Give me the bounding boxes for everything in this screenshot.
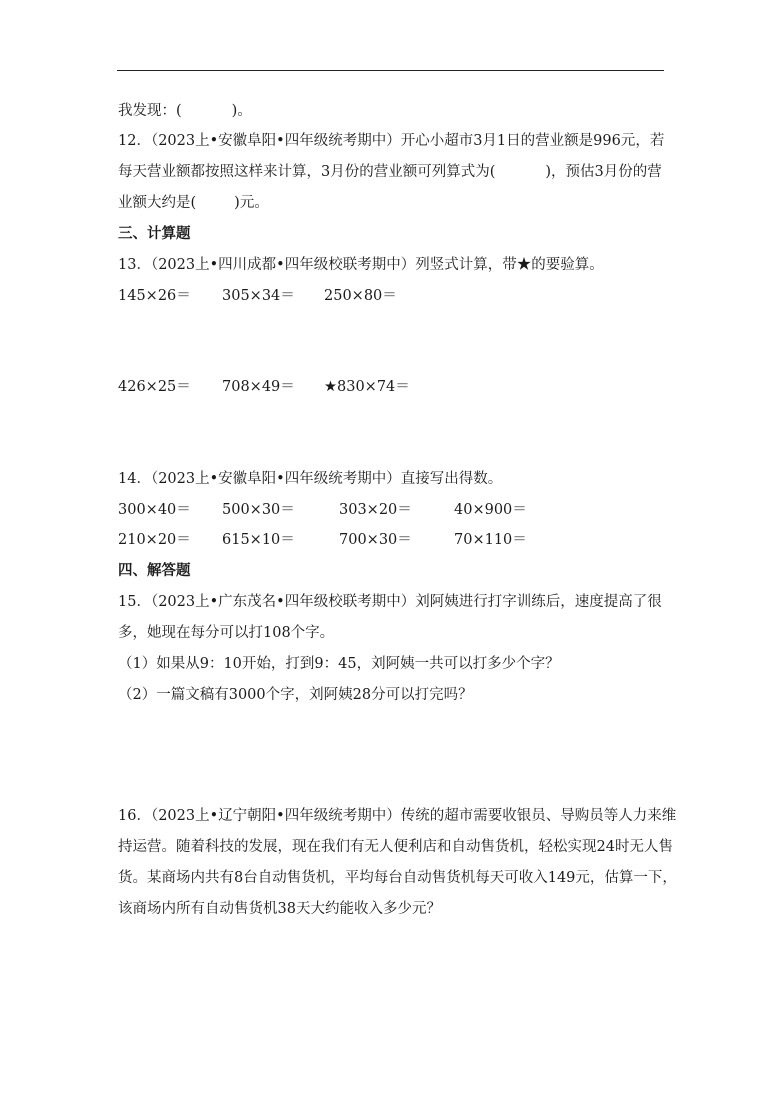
q14-item: 70×110＝ <box>454 532 527 548</box>
q14-stem: 14．（2023上•安徽阜阳•四年级统考期中）直接写出得数。 <box>118 471 503 487</box>
q14-item: 300×40＝ <box>118 502 191 518</box>
q11-answer-line <box>118 101 252 121</box>
q14-item: 615×10＝ <box>222 532 295 548</box>
q16-line2: 持运营。随着科技的发展，现在我们有无人便利店和自动售货机，轻松实现24时无人售 <box>118 839 673 855</box>
q13-item: 145×26＝ <box>118 288 191 304</box>
q14-item: 40×900＝ <box>454 502 527 518</box>
q16-line3: 货。某商场内共有8台自动售货机，平均每台自动售货机每天可收入149元，估算一下， <box>118 870 677 886</box>
q13-item-starred: ★830×74＝ <box>324 379 410 395</box>
q15-sub2: （2）一篇文稿有3000个字，刘阿姨28分可以打完吗？ <box>118 687 473 703</box>
q11-text-a: 我发现：( <box>118 103 182 119</box>
q13-stem: 13．（2023上•四川成都•四年级校联考期中）列竖式计算，带★的要验算。 <box>118 257 604 273</box>
q11-text-b: )。 <box>231 103 252 119</box>
q12-text-c: 业额大约是( <box>118 195 197 211</box>
q12-line3 <box>118 193 269 213</box>
section-4-title: 四、解答题 <box>118 562 191 579</box>
q13-item: 305×34＝ <box>222 288 295 304</box>
q13-item: 250×80＝ <box>324 288 397 304</box>
q12-text-b: )，预估3月份的营 <box>545 164 662 180</box>
q16-line1: 16．（2023上•辽宁朝阳•四年级统考期中）传统的超市需要收银员、导购员等人力来维 <box>118 808 677 824</box>
q12-text-d: )元。 <box>234 195 269 211</box>
q12-line1: 12．（2023上•安徽阜阳•四年级统考期中）开心小超市3月1日的营业额是996元，若 <box>118 133 665 149</box>
q16-line4: 该商场内所有自动售货机38天大约能收入多少元？ <box>118 901 441 917</box>
q15-line2: 多，她现在每分可以打108个字。 <box>118 625 335 641</box>
q12-line2 <box>118 162 662 182</box>
q13-item: 426×25＝ <box>118 379 191 395</box>
header-rule <box>117 70 664 71</box>
q14-item: 500×30＝ <box>222 502 295 518</box>
q15-line1: 15．（2023上•广东茂名•四年级校联考期中）刘阿姨进行打字训练后，速度提高了很 <box>118 594 662 610</box>
section-3-title: 三、计算题 <box>118 225 191 242</box>
q12-text-a: 每天营业额都按照这样来计算，3月份的营业额可列算式为( <box>118 164 496 180</box>
q14-item: 700×30＝ <box>339 532 412 548</box>
q14-item: 303×20＝ <box>339 502 412 518</box>
q14-item: 210×20＝ <box>118 532 191 548</box>
q15-sub1: （1）如果从9：10开始，打到9：45，刘阿姨一共可以打多少个字？ <box>118 656 560 672</box>
q13-item: 708×49＝ <box>222 379 295 395</box>
